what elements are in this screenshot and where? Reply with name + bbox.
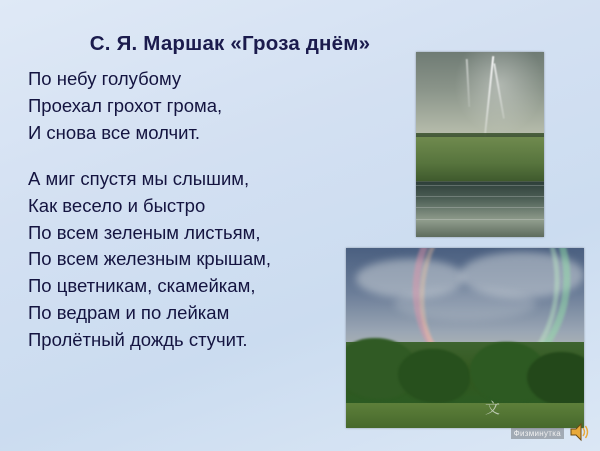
poem-line: По небу голубому: [28, 68, 182, 89]
photo-water: [416, 182, 544, 238]
photo-field: [416, 137, 544, 181]
photo-streak: [416, 207, 544, 208]
poem-line: По цветникам, скамейкам,: [28, 275, 256, 297]
photo-bush: [398, 349, 469, 403]
photo-field: [346, 403, 584, 428]
poem-line: Проехал грохот грома,: [28, 94, 223, 116]
poem-line: Пролётный дождь стучит.: [28, 329, 248, 351]
lightning-over-field-photo: [416, 52, 544, 237]
photo-streak: [416, 219, 544, 220]
poem-line: А миг спустя мы слышим,: [28, 167, 250, 189]
poem-line: По всем железным крышам,: [28, 248, 271, 270]
poem-line: По всем зеленым листьям,: [28, 221, 261, 243]
photo-streak: [416, 196, 544, 197]
watermark-label: Физминутка: [511, 428, 564, 439]
photo-streak: [416, 185, 544, 186]
rainbow-over-trees-photo: [346, 248, 584, 428]
logo-mark: 文: [484, 399, 500, 417]
poem-line: И снова все молчит.: [28, 121, 201, 143]
slide-title: С. Я. Маршак «Гроза днём»: [89, 32, 371, 55]
speaker-icon[interactable]: [568, 421, 592, 443]
poem-line-break: [28, 147, 408, 166]
poem-line: Как весело и быстро: [28, 194, 206, 216]
poem-line: По ведрам и по лейкам: [28, 302, 230, 324]
